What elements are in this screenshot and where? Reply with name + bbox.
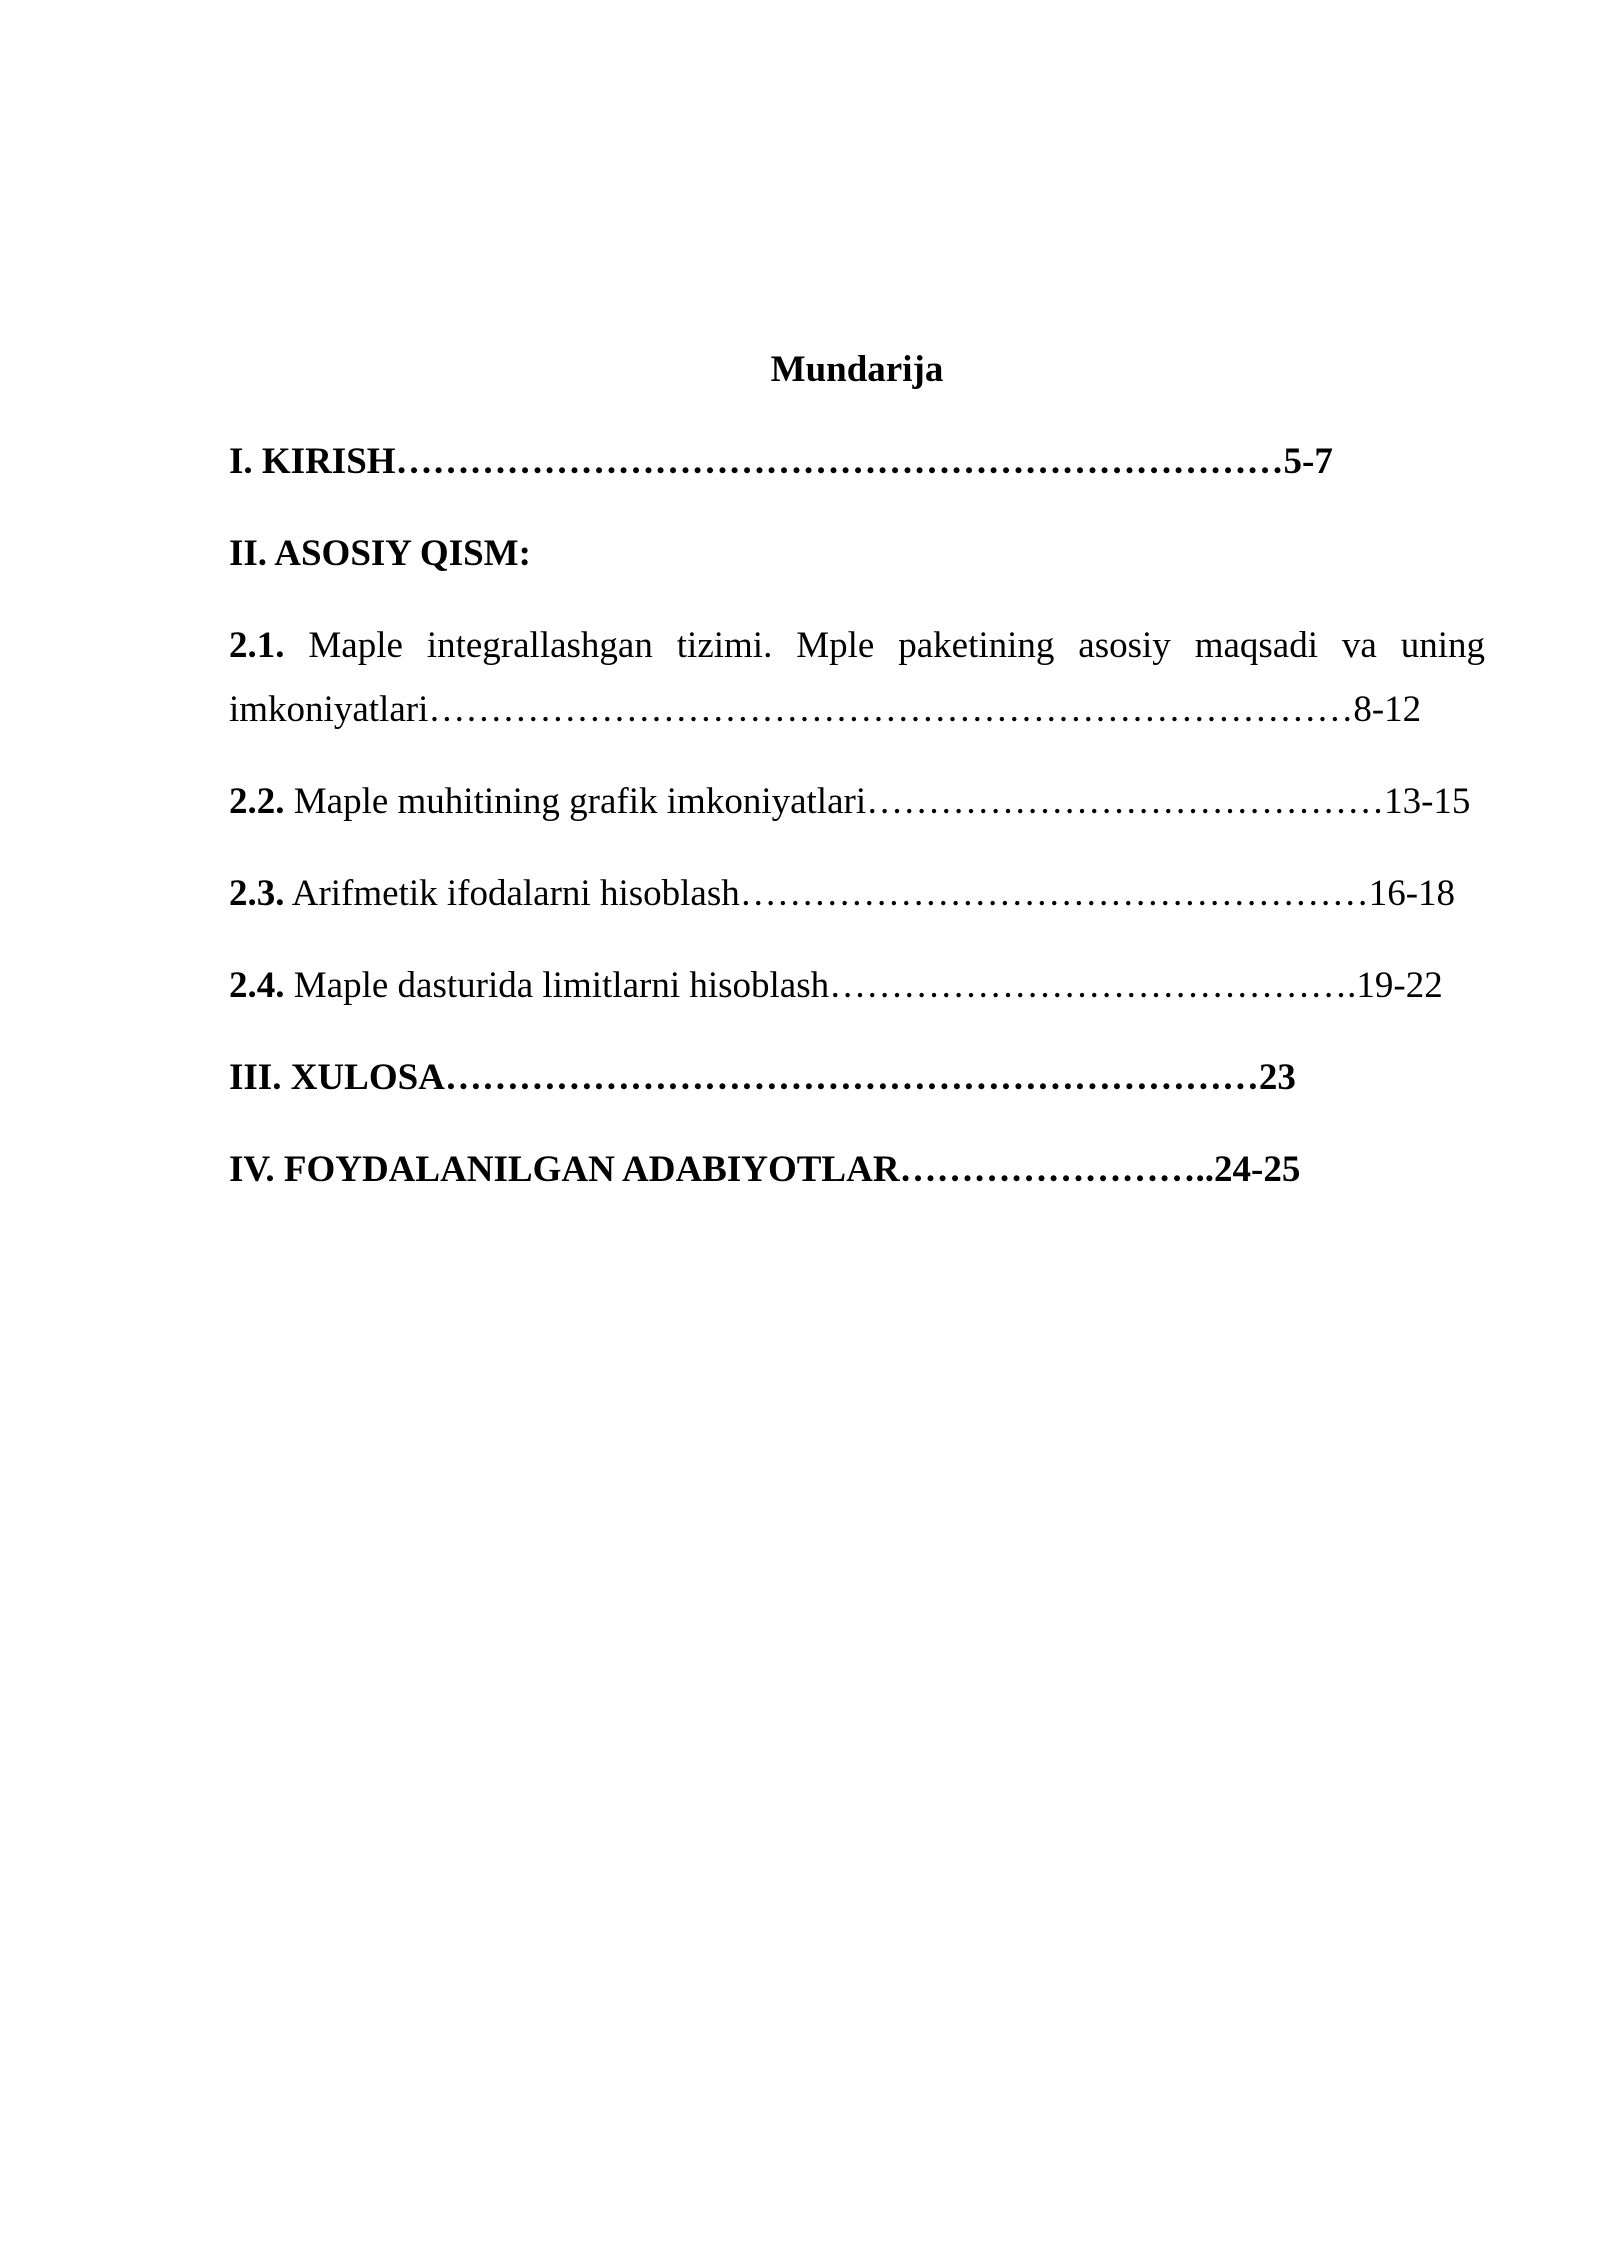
toc-entry-number: 2.4. xyxy=(229,965,285,1006)
toc-entry-2-4 xyxy=(229,954,1485,1018)
toc-entry-adabiyotlar: IV. FOYDALANILGAN ADABIYOTLAR……………………..24-25 xyxy=(229,1149,1301,1190)
toc-entry-2-2 xyxy=(229,770,1485,834)
toc-entry-number: 2.2. xyxy=(229,781,285,822)
toc-entry-text: Maple integrallashgan tizimi. Mple paketining asosiy maqsadi va uning imkoniyatlari…………………………………………………………………8-12 xyxy=(229,625,1486,730)
table-of-contents xyxy=(229,340,1485,1230)
toc-entry-text: Maple dasturida limitlarni hisoblash…………………………………….19-22 xyxy=(293,965,1443,1006)
toc-entry-number: 2.1. xyxy=(229,625,285,666)
toc-entry-text: Arifmetik ifodalarni hisoblash……………………………………………16-18 xyxy=(291,873,1456,914)
toc-entry-number: 2.3. xyxy=(229,873,285,914)
toc-entry-kirish: I. KIRISH………………………………………………………………5-7 xyxy=(229,441,1333,482)
toc-entry-asosiy-qism: II. ASOSIY QISM: xyxy=(229,533,531,574)
toc-entry-text: Maple muhitining grafik imkoniyatlari……………………………………13-15 xyxy=(293,781,1471,822)
toc-entry-xulosa: III. XULOSA…………………………………………………………23 xyxy=(229,1057,1296,1098)
toc-entry-2-1 xyxy=(229,614,1485,742)
toc-title: Mundarija xyxy=(770,349,944,390)
toc-entry-2-3 xyxy=(229,862,1485,926)
